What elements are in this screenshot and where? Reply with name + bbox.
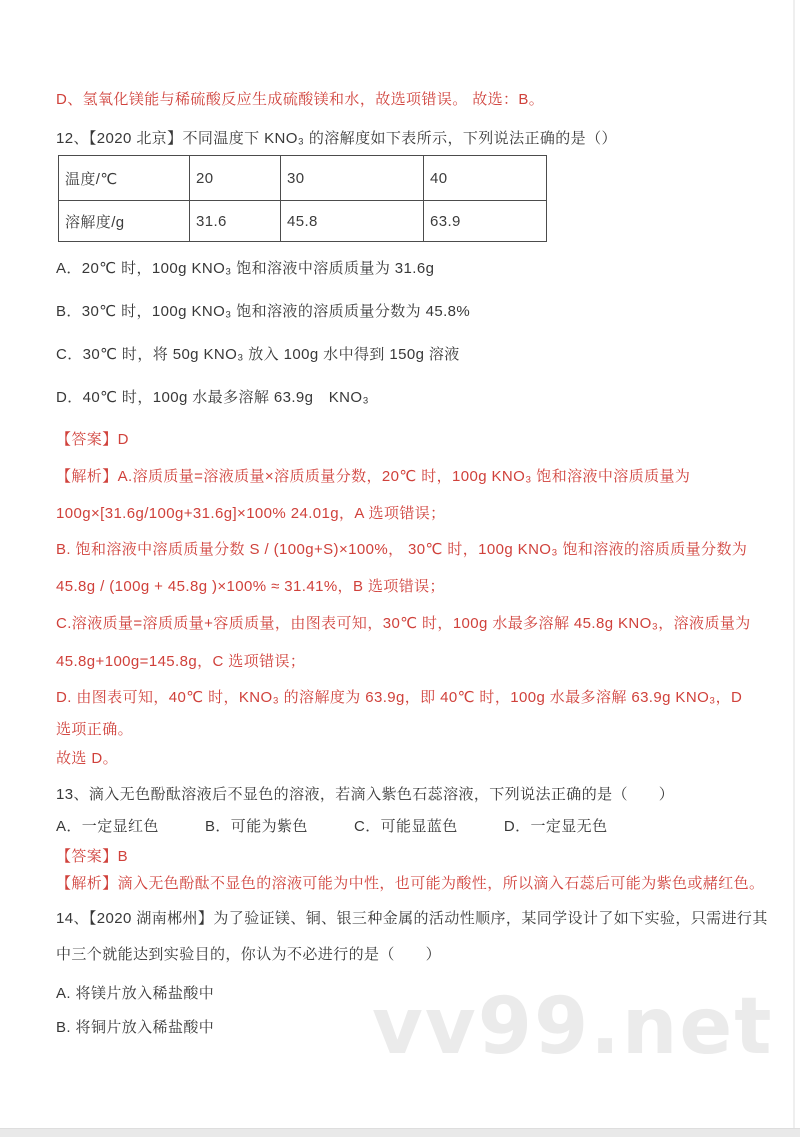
table-row-solubility — [59, 201, 547, 242]
table-cell-temp-30: 30 — [281, 156, 424, 201]
q12-analysis-line-1: 【解析】A.溶质质量=溶液质量×溶质质量分数，20℃ 时，100g KNO₃ 饱和溶液中溶质质量为 — [56, 468, 691, 485]
table-cell-sol-45: 45.8 — [281, 201, 424, 242]
q12-analysis-line-8: 选项正确。 — [56, 721, 134, 738]
q12-option-a: A．20℃ 时，100g KNO₃ 饱和溶液中溶质质量为 31.6g — [56, 260, 435, 277]
table-cell-temp-20: 20 — [190, 156, 281, 201]
q12-analysis-line-9: 故选 D。 — [56, 750, 119, 767]
table-header-temperature: 温度/℃ — [59, 156, 190, 201]
q12-option-c: C．30℃ 时，将 50g KNO₃ 放入 100g 水中得到 150g 溶液 — [56, 346, 460, 363]
q13-answer-line: 【答案】B — [56, 848, 129, 865]
q14-stem-line-1: 14、【2020 湖南郴州】为了验证镁、铜、银三种金属的活动性顺序，某同学设计了如下实验，只需进行其 — [56, 910, 768, 927]
q14-stem-line-2: 中三个就能达到实验目的，你认为不必进行的是（ ） — [56, 946, 442, 963]
q13-analysis-line: 【解析】滴入无色酚酞不显色的溶液可能为中性，也可能为酸性，所以滴入石蕊后可能为紫色或赭红色。 — [56, 875, 765, 892]
table-row-temperature — [59, 156, 547, 201]
q12-analysis-line-4: 45.8g / (100g + 45.8g )×100% ≈ 31.41%，B 选项错误； — [56, 578, 445, 595]
q12-analysis-line-3: B. 饱和溶液中溶质质量分数 S / (100g+S)×100%， 30℃ 时，100g KNO₃ 饱和溶液的溶质质量分数为 — [56, 541, 748, 558]
table-cell-sol-31: 31.6 — [190, 201, 281, 242]
q12-option-b: B．30℃ 时，100g KNO₃ 饱和溶液的溶质质量分数为 45.8% — [56, 303, 471, 320]
q12-analysis-line-2: 100g×[31.6g/100g+31.6g]×100% 24.01g，A 选项错误； — [56, 505, 446, 522]
table-cell-sol-63: 63.9 — [424, 201, 547, 242]
solubility-table — [58, 155, 547, 242]
q12-analysis-line-7: D. 由图表可知，40℃ 时，KNO₃ 的溶解度为 63.9g，即 40℃ 时，100g 水最多溶解 63.9g KNO₃，D — [56, 689, 743, 706]
q12-analysis-line-5: C.溶液质量=溶质质量+容质质量，由图表可知，30℃ 时，100g 水最多溶解 45.8g KNO₃，溶液质量为 — [56, 615, 751, 632]
q12-option-d: D．40℃ 时，100g 水最多溶解 63.9g KNO₃ — [56, 389, 369, 406]
table-cell-temp-40: 40 — [424, 156, 547, 201]
q14-option-a: A. 将镁片放入稀盐酸中 — [56, 985, 215, 1002]
q14-option-b: B. 将铜片放入稀盐酸中 — [56, 1019, 215, 1036]
page-right-edge — [793, 0, 795, 1137]
table-header-solubility: 溶解度/g — [59, 201, 190, 242]
q12-analysis-line-6: 45.8g+100g=145.8g，C 选项错误； — [56, 653, 306, 670]
q12-answer-line: 【答案】D — [56, 431, 129, 448]
page-bottom-edge — [0, 1128, 800, 1137]
q12-stem: 12、【2020 北京】不同温度下 KNO₃ 的溶解度如下表所示，下列说法正确的是（） — [56, 130, 617, 147]
q13-options-line: A．一定显红色 B．可能为紫色 C．可能显蓝色 D．一定显无色 — [56, 818, 608, 835]
q13-stem: 13、滴入无色酚酞溶液后不显色的溶液，若滴入紫色石蕊溶液，下列说法正确的是（ ） — [56, 786, 675, 803]
site-watermark: vv99.net — [372, 982, 774, 1072]
q11-explanation-tail: D、氢氧化镁能与稀硫酸反应生成硫酸镁和水，故选项错误。 故选：B。 — [56, 91, 545, 108]
